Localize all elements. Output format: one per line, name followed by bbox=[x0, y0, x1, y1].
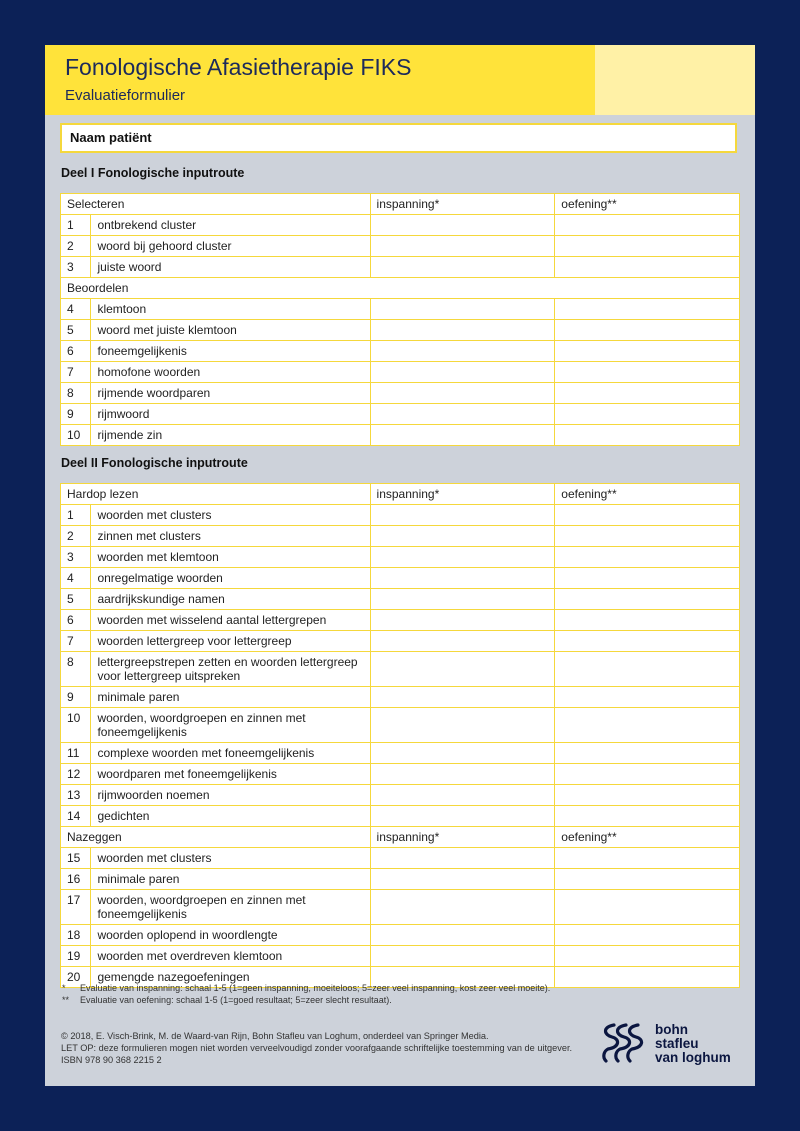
group-label: Nazeggen bbox=[61, 827, 371, 848]
item-label: woorden oplopend in woordlengte bbox=[91, 925, 370, 946]
col-header-effort: inspanning* bbox=[370, 827, 555, 848]
item-number: 10 bbox=[61, 708, 91, 743]
item-label: rijmende woordparen bbox=[91, 383, 370, 404]
practice-score-cell[interactable] bbox=[555, 652, 740, 687]
table-row bbox=[61, 526, 740, 547]
group-header-row bbox=[61, 194, 740, 215]
table-row bbox=[61, 708, 740, 743]
item-number: 19 bbox=[61, 946, 91, 967]
practice-score-cell[interactable] bbox=[555, 848, 740, 869]
table-row bbox=[61, 610, 740, 631]
effort-score-cell[interactable] bbox=[370, 869, 555, 890]
item-label: zinnen met clusters bbox=[91, 526, 370, 547]
table-row bbox=[61, 631, 740, 652]
item-label: complexe woorden met foneemgelijkenis bbox=[91, 743, 370, 764]
item-label: gemengde nazegoefeningen bbox=[91, 967, 370, 988]
effort-score-cell[interactable] bbox=[370, 652, 555, 687]
table-row bbox=[61, 404, 740, 425]
effort-score-cell[interactable] bbox=[370, 425, 555, 446]
item-label: rijmwoorden noemen bbox=[91, 785, 370, 806]
item-label: lettergreepstrepen zetten en woorden lettergreep voor lettergreep uitspreken bbox=[91, 652, 370, 687]
practice-score-cell[interactable] bbox=[555, 341, 740, 362]
practice-score-cell[interactable] bbox=[555, 869, 740, 890]
item-number: 2 bbox=[61, 236, 91, 257]
item-label: woorden, woordgroepen en zinnen met foneemgelijkenis bbox=[91, 890, 370, 925]
table-row bbox=[61, 764, 740, 785]
practice-score-cell[interactable] bbox=[555, 708, 740, 743]
item-number: 7 bbox=[61, 362, 91, 383]
patient-name-field[interactable]: Naam patiënt bbox=[60, 123, 737, 153]
effort-score-cell[interactable] bbox=[370, 568, 555, 589]
col-header-practice: oefening** bbox=[555, 194, 740, 215]
header-accent bbox=[595, 45, 755, 115]
item-number: 5 bbox=[61, 320, 91, 341]
item-number: 5 bbox=[61, 589, 91, 610]
item-number: 4 bbox=[61, 299, 91, 320]
col-header-effort: inspanning* bbox=[370, 484, 555, 505]
effort-score-cell[interactable] bbox=[370, 383, 555, 404]
effort-score-cell[interactable] bbox=[370, 890, 555, 925]
item-label: homofone woorden bbox=[91, 362, 370, 383]
item-number: 10 bbox=[61, 425, 91, 446]
practice-score-cell[interactable] bbox=[555, 425, 740, 446]
practice-score-cell[interactable] bbox=[555, 547, 740, 568]
group-label: Beoordelen bbox=[61, 278, 740, 299]
table-row bbox=[61, 589, 740, 610]
item-label: minimale paren bbox=[91, 869, 370, 890]
item-number: 4 bbox=[61, 568, 91, 589]
effort-score-cell[interactable] bbox=[370, 362, 555, 383]
item-label: ontbrekend cluster bbox=[91, 215, 370, 236]
effort-score-cell[interactable] bbox=[370, 946, 555, 967]
table-row bbox=[61, 383, 740, 404]
item-number: 17 bbox=[61, 890, 91, 925]
item-label: woorden met clusters bbox=[91, 848, 370, 869]
practice-score-cell[interactable] bbox=[555, 890, 740, 925]
item-label: foneemgelijkenis bbox=[91, 341, 370, 362]
item-label: klemtoon bbox=[91, 299, 370, 320]
effort-score-cell[interactable] bbox=[370, 743, 555, 764]
group-label: Selecteren bbox=[61, 194, 371, 215]
item-number: 14 bbox=[61, 806, 91, 827]
footnotes bbox=[62, 982, 550, 1006]
effort-score-cell[interactable] bbox=[370, 341, 555, 362]
effort-score-cell[interactable] bbox=[370, 925, 555, 946]
item-label: woorden met overdreven klemtoon bbox=[91, 946, 370, 967]
table-row bbox=[61, 341, 740, 362]
practice-score-cell[interactable] bbox=[555, 589, 740, 610]
item-label: gedichten bbox=[91, 806, 370, 827]
part1-table bbox=[60, 193, 740, 446]
practice-score-cell[interactable] bbox=[555, 631, 740, 652]
table-row bbox=[61, 869, 740, 890]
col-header-practice: oefening** bbox=[555, 484, 740, 505]
practice-score-cell[interactable] bbox=[555, 526, 740, 547]
item-number: 8 bbox=[61, 652, 91, 687]
group-label: Hardop lezen bbox=[61, 484, 371, 505]
item-number: 11 bbox=[61, 743, 91, 764]
effort-score-cell[interactable] bbox=[370, 547, 555, 568]
notice-text: LET OP: deze formulieren mogen niet worden verveelvoudigd zonder voorafgaande schriftelijke toestemming van de uitgever. bbox=[61, 1043, 573, 1053]
table-row bbox=[61, 505, 740, 526]
table-row bbox=[61, 946, 740, 967]
header-band bbox=[45, 45, 755, 115]
item-number: 2 bbox=[61, 526, 91, 547]
item-label: woordparen met foneemgelijkenis bbox=[91, 764, 370, 785]
practice-note: ** Evaluatie van oefening: schaal 1-5 (1=goed resultaat; 5=zeer slecht resultaat). bbox=[62, 995, 392, 1005]
table-row bbox=[61, 687, 740, 708]
effort-score-cell[interactable] bbox=[370, 215, 555, 236]
table-row bbox=[61, 785, 740, 806]
table-row bbox=[61, 568, 740, 589]
table-row bbox=[61, 320, 740, 341]
isbn-text: ISBN 978 90 368 2215 2 bbox=[61, 1055, 162, 1065]
effort-score-cell[interactable] bbox=[370, 687, 555, 708]
effort-score-cell[interactable] bbox=[370, 526, 555, 547]
practice-score-cell[interactable] bbox=[555, 257, 740, 278]
effort-score-cell[interactable] bbox=[370, 785, 555, 806]
effort-score-cell[interactable] bbox=[370, 299, 555, 320]
form-subtitle: Evaluatieformulier bbox=[65, 87, 186, 104]
practice-score-cell[interactable] bbox=[555, 806, 740, 827]
practice-score-cell[interactable] bbox=[555, 320, 740, 341]
form-card bbox=[45, 45, 755, 1086]
item-number: 6 bbox=[61, 610, 91, 631]
item-number: 3 bbox=[61, 547, 91, 568]
part2-table bbox=[60, 483, 740, 988]
part2-title: Deel II Fonologische inputroute bbox=[61, 456, 248, 470]
part1-title: Deel I Fonologische inputroute bbox=[61, 166, 245, 180]
effort-score-cell[interactable] bbox=[370, 764, 555, 785]
publisher-logo-icon bbox=[600, 1021, 654, 1065]
item-number: 3 bbox=[61, 257, 91, 278]
item-number: 20 bbox=[61, 967, 91, 988]
item-label: woorden met clusters bbox=[91, 505, 370, 526]
table-row bbox=[61, 236, 740, 257]
practice-score-cell[interactable] bbox=[555, 215, 740, 236]
item-label: rijmwoord bbox=[91, 404, 370, 425]
item-number: 15 bbox=[61, 848, 91, 869]
col-header-effort: inspanning* bbox=[370, 194, 555, 215]
table-row bbox=[61, 257, 740, 278]
table-row bbox=[61, 743, 740, 764]
item-number: 8 bbox=[61, 383, 91, 404]
item-label: woorden met klemtoon bbox=[91, 547, 370, 568]
practice-score-cell[interactable] bbox=[555, 236, 740, 257]
item-number: 16 bbox=[61, 869, 91, 890]
footer bbox=[61, 1030, 572, 1066]
practice-score-cell[interactable] bbox=[555, 299, 740, 320]
practice-score-cell[interactable] bbox=[555, 925, 740, 946]
practice-score-cell[interactable] bbox=[555, 362, 740, 383]
publisher-logo bbox=[600, 1021, 740, 1067]
table-row bbox=[61, 215, 740, 236]
col-header-practice: oefening** bbox=[555, 827, 740, 848]
item-label: rijmende zin bbox=[91, 425, 370, 446]
effort-score-cell[interactable] bbox=[370, 404, 555, 425]
item-label: aardrijkskundige namen bbox=[91, 589, 370, 610]
effort-score-cell[interactable] bbox=[370, 320, 555, 341]
item-label: onregelmatige woorden bbox=[91, 568, 370, 589]
table-row bbox=[61, 547, 740, 568]
table-row bbox=[61, 806, 740, 827]
item-label: woord bij gehoord cluster bbox=[91, 236, 370, 257]
publisher-logo-text: bohn stafleu van loghum bbox=[655, 1022, 731, 1065]
item-number: 7 bbox=[61, 631, 91, 652]
copyright-text: © 2018, E. Visch-Brink, M. de Waard-van Rijn, Bohn Stafleu van Loghum, onderdeel van Springer Media. bbox=[61, 1031, 489, 1041]
table-row bbox=[61, 652, 740, 687]
item-number: 1 bbox=[61, 215, 91, 236]
table-row bbox=[61, 299, 740, 320]
effort-score-cell[interactable] bbox=[370, 589, 555, 610]
practice-score-cell[interactable] bbox=[555, 383, 740, 404]
practice-score-cell[interactable] bbox=[555, 687, 740, 708]
group-header-row bbox=[61, 278, 740, 299]
practice-score-cell[interactable] bbox=[555, 610, 740, 631]
item-number: 13 bbox=[61, 785, 91, 806]
effort-score-cell[interactable] bbox=[370, 610, 555, 631]
practice-score-cell[interactable] bbox=[555, 505, 740, 526]
practice-score-cell[interactable] bbox=[555, 764, 740, 785]
item-label: minimale paren bbox=[91, 687, 370, 708]
practice-score-cell[interactable] bbox=[555, 946, 740, 967]
table-row bbox=[61, 848, 740, 869]
table-row bbox=[61, 890, 740, 925]
practice-score-cell[interactable] bbox=[555, 743, 740, 764]
item-label: juiste woord bbox=[91, 257, 370, 278]
item-label: woorden met wisselend aantal lettergrepen bbox=[91, 610, 370, 631]
item-number: 18 bbox=[61, 925, 91, 946]
table-row bbox=[61, 425, 740, 446]
item-number: 9 bbox=[61, 687, 91, 708]
effort-score-cell[interactable] bbox=[370, 257, 555, 278]
item-number: 6 bbox=[61, 341, 91, 362]
practice-score-cell[interactable] bbox=[555, 967, 740, 988]
effort-score-cell[interactable] bbox=[370, 708, 555, 743]
item-number: 1 bbox=[61, 505, 91, 526]
effort-score-cell[interactable] bbox=[370, 848, 555, 869]
group-header-row bbox=[61, 484, 740, 505]
item-number: 9 bbox=[61, 404, 91, 425]
effort-score-cell[interactable] bbox=[370, 236, 555, 257]
practice-score-cell[interactable] bbox=[555, 568, 740, 589]
practice-score-cell[interactable] bbox=[555, 404, 740, 425]
effort-note: * Evaluatie van inspanning: schaal 1-5 (1=geen inspanning, moeiteloos; 5=zeer veel inspanning, kost zeer veel moeite). bbox=[62, 983, 551, 993]
practice-score-cell[interactable] bbox=[555, 785, 740, 806]
effort-score-cell[interactable] bbox=[370, 806, 555, 827]
item-label: woorden, woordgroepen en zinnen met foneemgelijkenis bbox=[91, 708, 370, 743]
item-label: woord met juiste klemtoon bbox=[91, 320, 370, 341]
group-header-row bbox=[61, 827, 740, 848]
item-label: woorden lettergreep voor lettergreep bbox=[91, 631, 370, 652]
table-row bbox=[61, 362, 740, 383]
effort-score-cell[interactable] bbox=[370, 505, 555, 526]
item-number: 12 bbox=[61, 764, 91, 785]
effort-score-cell[interactable] bbox=[370, 631, 555, 652]
table-row bbox=[61, 925, 740, 946]
form-title: Fonologische Afasietherapie FIKS bbox=[65, 54, 412, 80]
